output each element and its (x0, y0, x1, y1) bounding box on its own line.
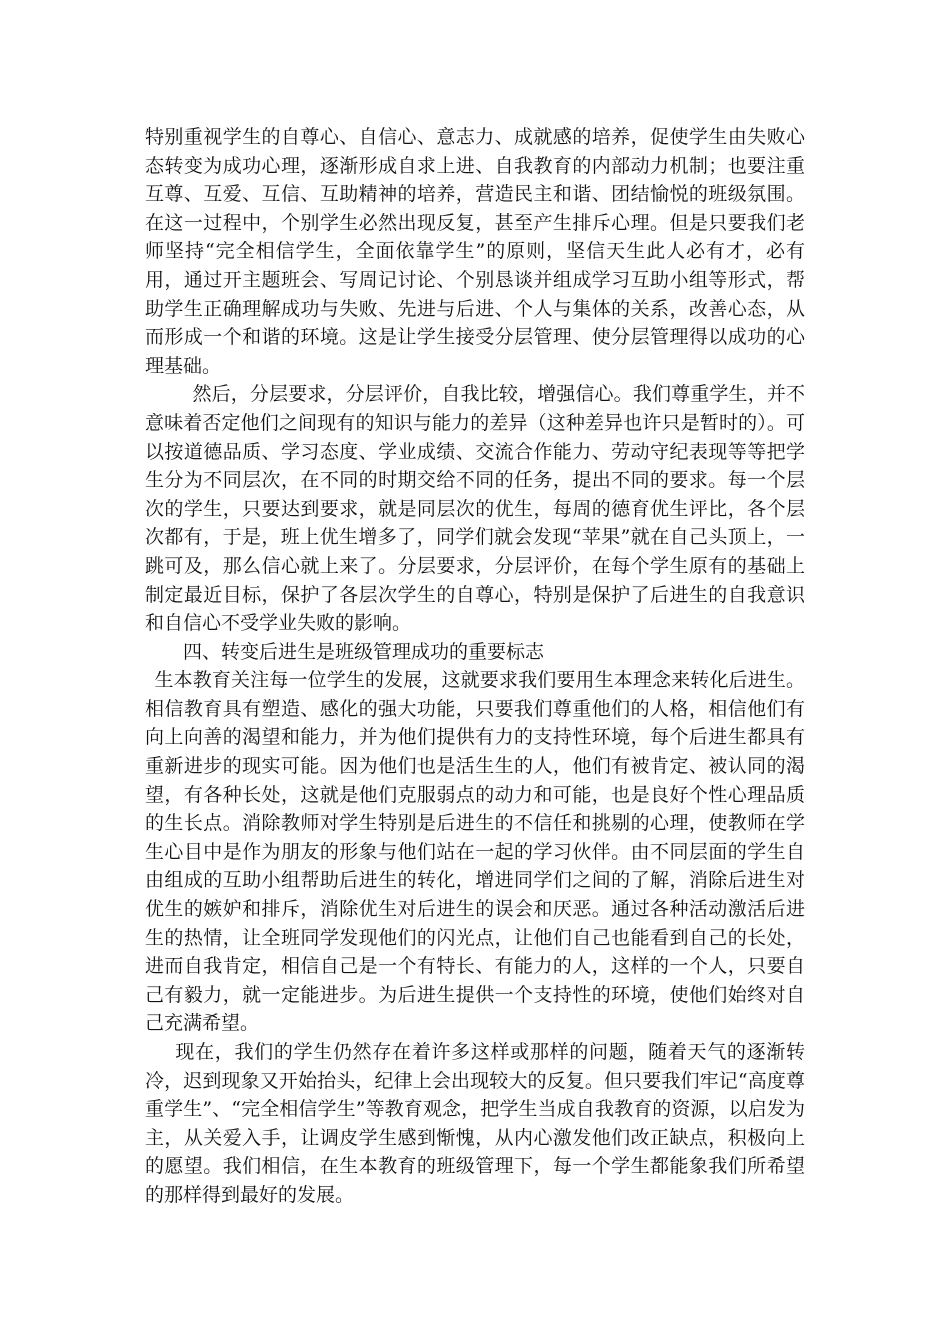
document-body (145, 123, 805, 1210)
paragraph-continuation: 特别重视学生的自尊心、自信心、意志力、成就感的培养，促使学生由失败心态转变为成功心理，逐渐形成自求上进、自我教育的内部动力机制；也要注重互尊、互爱、互信、互助精神的培养，营造民主和谐、团结愉悦的班级氛围。在这一过程中，个别学生必然出现反复，甚至产生排斥心理。但是只要我们老师坚持“完全相信学生，全面依靠学生”的原则，坚信天生此人必有才，必有用，通过开主题班会、写周记讨论、个别恳谈并组成学习互助小组等形式，帮助学生正确理解成功与失败、先进与后进、个人与集体的关系，改善心态，从而形成一个和谐的环境。这是让学生接受分层管理、使分层管理得以成功的心理基础。 (145, 126, 805, 377)
section-heading-four: 四、转变后进生是班级管理成功的重要标志 (183, 640, 545, 663)
paragraph-student-centered: 生本教育关注每一位学生的发展，这就要求我们要用生本理念来转化后进生。相信教育具有塑造、感化的强大功能，只要我们尊重他们的人格，相信他们有向上向善的渴望和能力，并为他们提供有力的支持性环境，每个后进生都具有重新进步的现实可能。因为他们也是活生生的人，他们有被肯定、被认同的渴望，有各种长处，这就是他们克服弱点的动力和可能，也是良好个性心理品质的生长点。消除教师对学生特别是后进生的不信任和挑剔的心理，使教师在学生心目中是作为朋友的形象与他们站在一起的学习伙伴。由不同层面的学生自由组成的互助小组帮助后进生的转化，增进同学们之间的了解，消除后进生对优生的嫉妒和排斥，消除优生对后进生的误会和厌恶。通过各种活动激活后进生的热情，让全班同学发现他们的闪光点，让他们自己也能看到自己的长处，进而自我肯定，相信自己是一个有特长、有能力的人，这样的一个人，只要自己有毅力，就一定能进步。为后进生提供一个支持性的环境，使他们始终对自己充满希望。 (145, 669, 805, 1035)
paragraph-layered-requirements: 然后，分层要求，分层评价，自我比较，增强信心。我们尊重学生，并不意味着否定他们之间现有的知识与能力的差异（这种差异也许只是暂时的）。可以按道德品质、学习态度、学业成绩、交流合作能力、劳动守纪表现等等把学生分为不同层次，在不同的时期交给不同的任务，提出不同的要求。每一个层次的学生，只要达到要求，就是同层次的优生，每周的德育优生评比，各个层次都有，于是，班上优生增多了，同学们就会发现“苹果”就在自己头顶上，一跳可及，那么信心就上来了。分层要求，分层评价，在每个学生原有的基础上制定最近目标，保护了各层次学生的自尊心，特别是保护了后进生的自我意识和自信心不受学业失败的影响。 (145, 383, 805, 635)
paragraph-conclusion: 现在，我们的学生仍然存在着许多这样或那样的问题，随着天气的逐渐转冷，迟到现象又开始抬头，纪律上会出现较大的反复。但只要我们牢记“高度尊重学生”、“完全相信学生”等教育观念，把学生当成自我教育的资源，以启发为主，从关爱入手，让调皮学生感到惭愧，从内心激发他们改正缺点，积极向上的愿望。我们相信，在生本教育的班级管理下，每一个学生都能象我们所希望的那样得到最好的发展。 (145, 1041, 805, 1206)
